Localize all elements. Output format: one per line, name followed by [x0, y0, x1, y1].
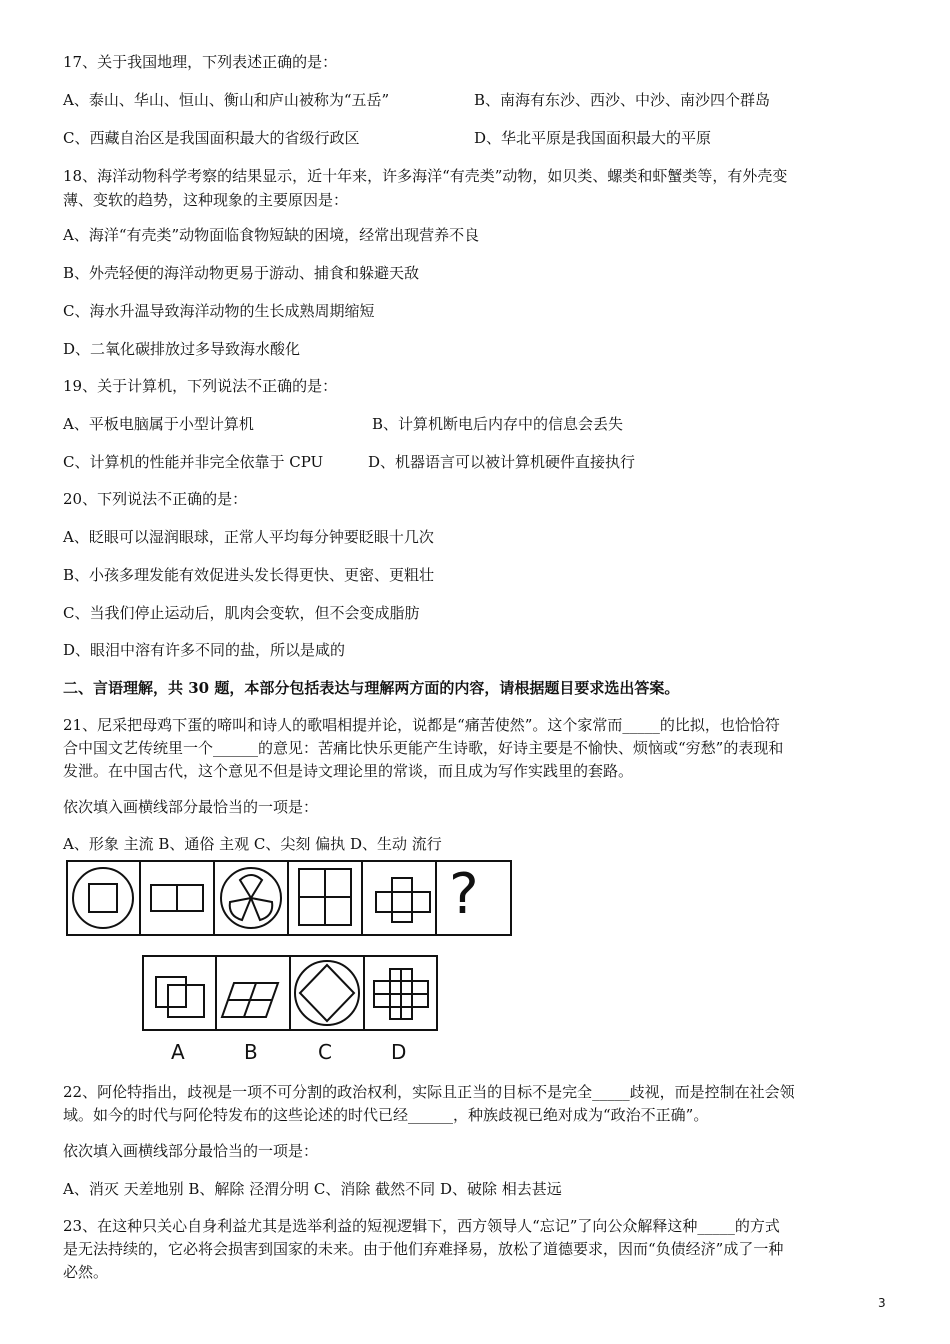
- q19-option-c: C、计算机的性能并非完全依靠于 CPU: [63, 453, 324, 471]
- q18-option-b: B、外壳轻便的海洋动物更易于游动、捕食和躲避天敌: [63, 264, 420, 282]
- q19-option-d: D、机器语言可以被计算机硬件直接执行: [368, 453, 636, 471]
- q21-options: A、形象 主流 B、通俗 主观 C、尖刻 偏执 D、生动 流行: [63, 835, 442, 853]
- figure-answer-options: [142, 955, 438, 1031]
- q20-stem: 20、下列说法不正确的是：: [63, 490, 248, 508]
- q23-stem-line-1: 23、在这种只关心自身利益尤其是选举利益的短视逻辑下，西方领导人“忘记”了向公众解释这种_____的方式: [63, 1217, 780, 1235]
- q22-stem-line-2: 域。如今的时代与阿伦特发布的这些论述的时代已经______，种族歧视已绝对成为“政治不正确”。: [63, 1106, 709, 1124]
- q18-stem-line-2: 薄、变软的趋势，这种现象的主要原因是：: [63, 191, 349, 209]
- q21-stem-line-3: 发泄。在中国古代，这个意见不但是诗文理论里的常谈，而且成为写作实践里的套路。: [63, 762, 634, 780]
- q17-option-d: D、华北平原是我国面积最大的平原: [474, 129, 712, 147]
- q23-stem-line-2: 是无法持续的，它必将会损害到国家的未来。由于他们弃难择易，放松了道德要求，因而“负债经济”成了一种: [63, 1240, 784, 1258]
- q17-option-c: C、西藏自治区是我国面积最大的省级行政区: [63, 129, 360, 147]
- q18-option-a: A、海洋“有壳类”动物面临食物短缺的困境，经常出现营养不良: [63, 226, 480, 244]
- figure-label-c: C: [318, 1040, 332, 1064]
- q21-stem-line-2: 合中国文艺传统里一个______的意见：苦痛比快乐更能产生诗歌，好诗主要是不愉快、烦恼或“穷愁”的表现和: [63, 739, 784, 757]
- q22-options: A、消灭 天差地别 B、解除 泾渭分明 C、消除 截然不同 D、破除 相去甚远: [63, 1180, 562, 1198]
- figure-option-c-circle-diamond: [295, 961, 359, 1025]
- q22-stem-line-1: 22、阿伦特指出，歧视是一项不可分割的政治权利，实际且正当的目标不是完全_____歧视，而是控制在社会领: [63, 1083, 795, 1101]
- q19-option-b: B、计算机断电后内存中的信息会丢失: [372, 415, 624, 433]
- figure-circle-three-petals: [221, 868, 281, 928]
- figure-circle-with-square: [73, 868, 133, 928]
- figure-split-rectangle: [151, 885, 203, 911]
- figure-label-b: B: [244, 1040, 258, 1064]
- figure-option-a-overlapping-squares: [156, 977, 204, 1017]
- section-2-heading: 二、言语理解，共 30 题，本部分包括表达与理解两方面的内容，请根据题目要求选出答案。: [63, 679, 680, 697]
- q19-stem: 19、关于计算机，下列说法不正确的是：: [63, 377, 338, 395]
- figure-option-d-grid-cross: [374, 969, 428, 1019]
- figure-four-pane-square: [299, 869, 351, 925]
- q20-option-a: A、眨眼可以湿润眼球，正常人平均每分钟要眨眼十几次: [63, 528, 434, 546]
- q17-option-b: B、南海有东沙、西沙、中沙、南沙四个群岛: [474, 91, 771, 109]
- q18-option-d: D、二氧化碳排放过多导致海水酸化: [63, 340, 301, 358]
- q19-option-a: A、平板电脑属于小型计算机: [63, 415, 254, 433]
- q23-stem-line-3: 必然。: [63, 1263, 109, 1281]
- q20-option-b: B、小孩多理发能有效促进头发长得更快、更密、更粗壮: [63, 566, 435, 584]
- q22-prompt: 依次填入画横线部分最恰当的一项是：: [63, 1142, 319, 1160]
- q17-stem: 17、关于我国地理，下列表述正确的是：: [63, 53, 338, 71]
- figure-label-d: D: [391, 1040, 407, 1064]
- q20-option-d: D、眼泪中溶有许多不同的盐，所以是咸的: [63, 641, 346, 659]
- figure-sequence-row: [66, 860, 512, 936]
- figure-question-mark: ?: [449, 862, 479, 927]
- q17-option-a: A、泰山、华山、恒山、衡山和庐山被称为“五岳”: [63, 91, 390, 109]
- q18-stem-line-1: 18、海洋动物科学考察的结果显示，近十年来，许多海洋“有壳类”动物，如贝类、螺类和虾蟹类等，有外壳变: [63, 167, 788, 185]
- q18-option-c: C、海水升温导致海洋动物的生长成熟周期缩短: [63, 302, 375, 320]
- q20-option-c: C、当我们停止运动后，肌肉会变软，但不会变成脂肪: [63, 604, 420, 622]
- figure-label-a: A: [171, 1040, 185, 1064]
- figure-cross-of-squares: [376, 878, 430, 922]
- page-number: 3: [878, 1296, 886, 1310]
- figure-option-b-parallelograms: [222, 983, 278, 1017]
- q21-stem-line-1: 21、尼采把母鸡下蛋的啼叫和诗人的歌唱相提并论，说都是“痛苦使然”。这个家常而_____的比拟，也恰恰符: [63, 716, 780, 734]
- q21-prompt: 依次填入画横线部分最恰当的一项是：: [63, 798, 319, 816]
